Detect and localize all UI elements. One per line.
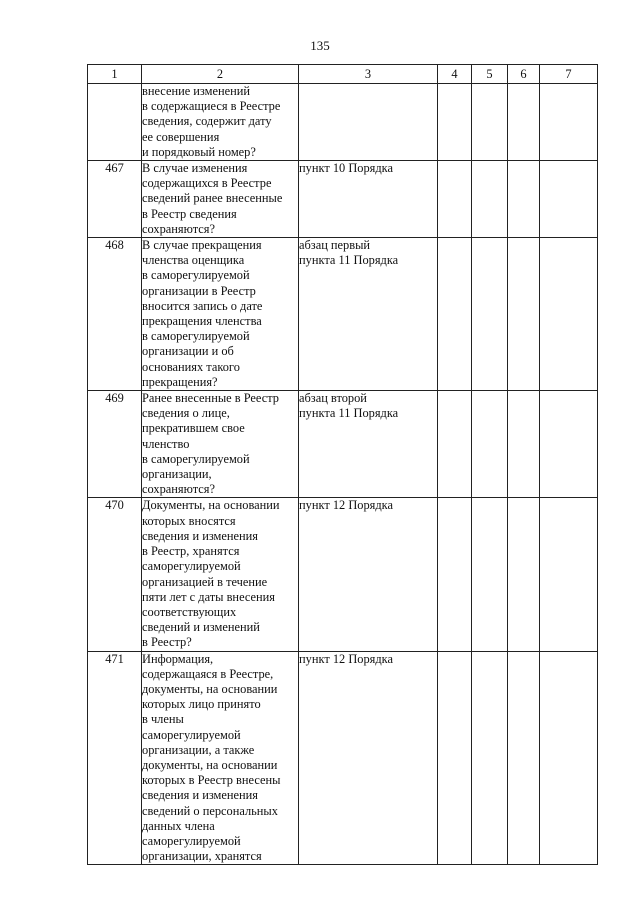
cell-col4 — [438, 651, 472, 865]
row-reference: абзац второй пункта 11 Порядка — [299, 391, 438, 498]
cell-col6 — [508, 161, 540, 238]
column-header-5: 5 — [472, 65, 508, 84]
column-header-1: 1 — [88, 65, 142, 84]
checklist-table — [87, 64, 598, 865]
cell-col6 — [508, 651, 540, 865]
cell-col5 — [472, 161, 508, 238]
row-number: 468 — [88, 238, 142, 391]
cell-col6 — [508, 498, 540, 651]
row-number: 467 — [88, 161, 142, 238]
column-header-3: 3 — [299, 65, 438, 84]
row-question: Информация, содержащаяся в Реестре, документы, на основании которых лицо принято в члены саморегулируемой организации, а также документы, на основании которых в Реестр внесены сведения и изменения сведений о персональных данных члена саморегулируемой организации, хранятся — [142, 651, 299, 865]
cell-col7 — [540, 161, 598, 238]
table-row — [88, 498, 598, 651]
cell-col6 — [508, 238, 540, 391]
cell-col7 — [540, 498, 598, 651]
cell-col4 — [438, 238, 472, 391]
cell-col4 — [438, 391, 472, 498]
table-row — [88, 84, 598, 161]
row-question: В случае прекращения членства оценщика в саморегулируемой организации в Реестр вносится запись о дате прекращения членства в саморегулируемой организации и об основаниях такого прекращения? — [142, 238, 299, 391]
page-number: 135 — [310, 38, 330, 53]
cell-col5 — [472, 238, 508, 391]
row-question: Документы, на основании которых вносятся сведения и изменения в Реестр, хранятся саморегулируемой организацией в течение пяти лет с даты внесения соответствующих сведений и изменений в Реестр? — [142, 498, 299, 651]
row-reference: пункт 12 Порядка — [299, 651, 438, 865]
cell-col5 — [472, 651, 508, 865]
cell-col5 — [472, 391, 508, 498]
table-row — [88, 238, 598, 391]
row-number — [88, 84, 142, 161]
cell-col5 — [472, 498, 508, 651]
row-number: 469 — [88, 391, 142, 498]
cell-col7 — [540, 391, 598, 498]
row-reference: пункт 10 Порядка — [299, 161, 438, 238]
cell-col7 — [540, 84, 598, 161]
column-header-2: 2 — [142, 65, 299, 84]
row-number: 471 — [88, 651, 142, 865]
cell-col6 — [508, 84, 540, 161]
table-row — [88, 391, 598, 498]
row-question: внесение изменений в содержащиеся в Реестре сведения, содержит дату ее совершения и порядковый номер? — [142, 84, 299, 161]
table-row — [88, 651, 598, 865]
column-header-6: 6 — [508, 65, 540, 84]
row-reference: абзац первый пункта 11 Порядка — [299, 238, 438, 391]
row-question: Ранее внесенные в Реестр сведения о лице, прекратившем свое членство в саморегулируемой организации, сохраняются? — [142, 391, 299, 498]
row-reference — [299, 84, 438, 161]
row-question: В случае изменения содержащихся в Реестре сведений ранее внесенные в Реестр сведения сохраняются? — [142, 161, 299, 238]
cell-col4 — [438, 498, 472, 651]
cell-col4 — [438, 84, 472, 161]
cell-col5 — [472, 84, 508, 161]
table-header-row — [88, 65, 598, 84]
column-header-7: 7 — [540, 65, 598, 84]
cell-col7 — [540, 238, 598, 391]
row-number: 470 — [88, 498, 142, 651]
cell-col6 — [508, 391, 540, 498]
row-reference: пункт 12 Порядка — [299, 498, 438, 651]
cell-col4 — [438, 161, 472, 238]
cell-col7 — [540, 651, 598, 865]
column-header-4: 4 — [438, 65, 472, 84]
table-row — [88, 161, 598, 238]
